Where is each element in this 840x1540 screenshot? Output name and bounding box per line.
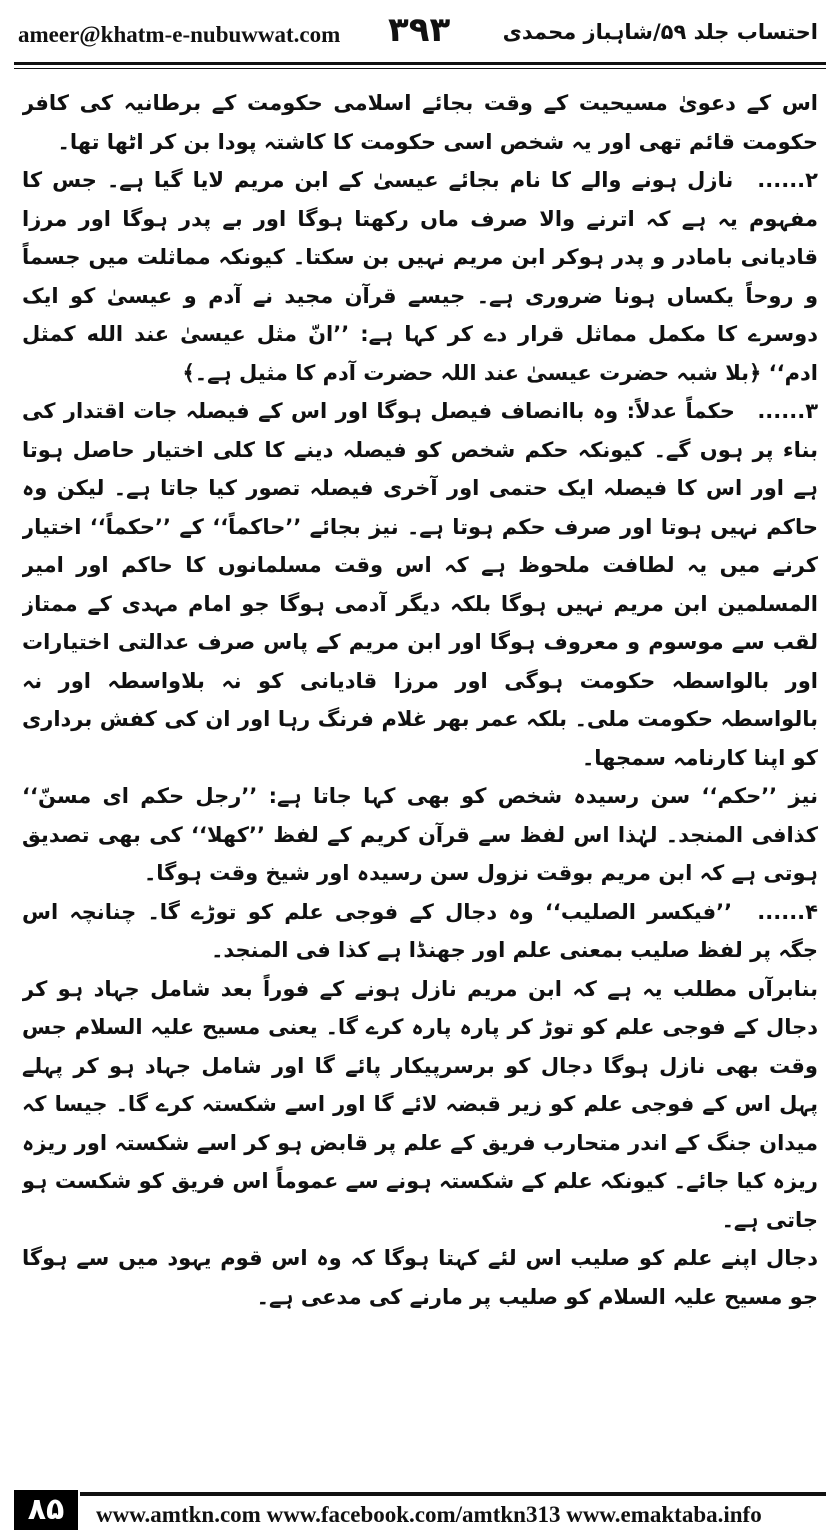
paragraph-1: اس کے دعویٰ مسیحیت کے وقت بجائے اسلامی حکومت کے برطانیہ کی کافر حکومت قائم تھی اور یہ شخص اسی حکومت کا کاشتہ پودا بن کر اٹھا تھا۔ [22,91,818,154]
header-email: ameer@khatm-e-nubuwwat.com [18,22,341,47]
page-footer [0,1486,840,1540]
paragraph-2 [22,161,818,392]
header-rule-thin [14,68,826,69]
paragraph-3-text: حکماً عدلاً: وہ باانصاف فیصل ہوگا اور اس کے فیصلہ جات اقتدار کی بناء پر ہوں گے۔ کیونکہ حکم شخص کو فیصلہ دینے کا کلی اختیار حاصل ہوتا ہے اور اس کا فیصلہ ایک حتمی اور آخری فیصلہ تصور کیا جاتا ہے۔ لیکن وہ حاکم نہیں ہوتا اور صرف حکم ہوتا ہے۔ نیز بجائے ’’حاکماً‘‘ کے ’’حکماً‘‘ اختیار کرنے میں یہ لطافت ملحوظ ہے کہ اس وقت مسلمانوں کا حاکم اور امیر المسلمین ابن مریم نہیں ہوگا بلکہ دیگر آدمی ہوگا جو امام مہدی کے ممتاز لقب سے موسوم و معروف ہوگا اور ابن مریم کے پاس صرف عدالتی اختیارات اور بالواسطہ حکومت ہوگی اور مرزا قادیانی کو نہ بلاواسطہ اور نہ بالواسطہ حکومت ملی۔ بلکہ عمر بھر غلام فرنگ رہا اور ان کی کفش برداری کو اپنا کارنامہ سمجھا۔ [22,399,818,770]
header-page-number: ۳۹۳ [388,10,451,50]
footer-page-number: ۸۵ [14,1490,78,1530]
paragraph-2-text: نازل ہونے والے کا نام بجائے عیسیٰ کے ابن مریم لایا گیا ہے۔ جس کا مفہوم یہ ہے کہ اترنے والا صرف ماں رکھتا ہوگا اور بے پدر ہوگا اور مرزا قادیانی بامادر و پدر ہوکر ابن مریم نہیں بن سکتا۔ کیونکہ مماثلت میں جسماً و روحاً یکساں ہونا ضروری ہے۔ جیسے قرآن مجید نے آدم و عیسیٰ کو ایک دوسرے کا مکمل مماثل قرار دے کر کہا ہے: ’’انّ مثل عیسیٰ عند الله کمثل ادم‘‘ ﴿بلا شبہ حضرت عیسیٰ عند اللہ حضرت آدم کا مثیل ہے۔﴾ [22,168,818,385]
footer-rule [80,1492,826,1496]
header-book-title: احتساب جلد ۵۹/شاہباز محمدی [502,20,818,44]
paragraph-4: نیز ’’حکم‘‘ سن رسیدہ شخص کو بھی کہا جاتا ہے: ’’رجل حکم ای مسنّ‘‘ کذافی المنجد۔ لہٰذا اس لفظ سے قرآن کریم کے لفظ ’’کھلا‘‘ کی بھی تصدیق ہوتی ہے کہ ابن مریم بوقت نزول سن رسیدہ اور شیخ وقت ہوگا۔ [22,784,818,885]
paragraph-5-text: ’’فیکسر الصلیب‘‘ وہ دجال کے فوجی علم کو توڑے گا۔ چنانچہ اس جگہ پر لفظ صلیب بمعنی علم اور جھنڈا ہے کذا فی المنجد۔ [22,899,818,962]
paragraph-5 [22,893,818,970]
header-rule [14,62,826,65]
item-number-3: ۳...... [757,399,818,423]
paragraph-7: دجال اپنے علم کو صلیب اس لئے کہتا ہوگا کہ وہ اس قوم یہود میں سے ہوگا جو مسیح علیہ السلام کو صلیب پر مارنے کی مدعی ہے۔ [22,1246,818,1309]
paragraph-3 [22,392,818,777]
item-number-2: ۲...... [757,168,818,192]
item-number-4: ۴...... [757,899,818,924]
footer-links: www.amtkn.com www.facebook.com/amtkn313 www.emaktaba.info [96,1502,762,1527]
page-body [22,84,818,1464]
page-header [0,0,840,78]
paragraph-6: بنابرآں مطلب یہ ہے کہ ابن مریم نازل ہونے کے فوراً بعد شامل جہاد ہو کر دجال کے فوجی علم کو توڑ کر پارہ پارہ کرے گا۔ یعنی مسیح علیہ السلام جس وقت بھی نازل ہوگا دجال کو برسرپیکار پائے گا اور شامل جہاد ہو کر پہلے پہل اس کے فوجی علم کو زیر قبضہ لائے گا اور اسے شکستہ کرے گا۔ جیسا کہ میدان جنگ کے اندر متحارب فریق کے علم پر قابض ہو کر اسے شکستہ اور ریزہ ریزہ کیا جائے۔ کیونکہ علم کے شکستہ ہونے سے عموماً اس فریق کو شکست ہو جاتی ہے۔ [22,976,818,1232]
